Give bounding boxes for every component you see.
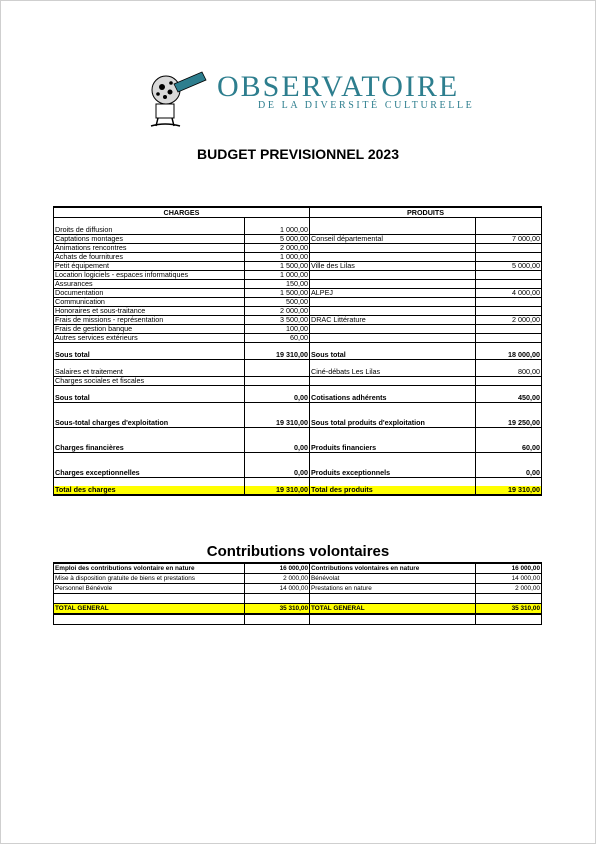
charge-label	[54, 218, 245, 227]
charge-label: Droits de diffusion	[54, 226, 245, 235]
charge-label: Mise à disposition gratuite de biens et prestations	[54, 574, 245, 584]
produit-amount	[476, 298, 542, 307]
charge-label	[54, 436, 245, 444]
charge-amount: 1 000,00	[245, 271, 310, 280]
produit-amount: 19 310,00	[476, 486, 542, 495]
table-row	[54, 262, 542, 271]
charge-label	[54, 453, 245, 462]
charge-label: Salaires et traitement	[54, 368, 245, 377]
produit-amount	[476, 453, 542, 462]
charge-amount: 1 000,00	[245, 253, 310, 262]
charges-header: CHARGES	[54, 207, 310, 218]
table-row	[54, 584, 542, 594]
produit-amount	[476, 226, 542, 235]
charge-label: Documentation	[54, 289, 245, 298]
table-row	[54, 419, 542, 428]
produit-amount	[476, 411, 542, 419]
charge-amount: 3 500,00	[245, 316, 310, 325]
table-row	[54, 334, 542, 343]
produit-amount: 450,00	[476, 394, 542, 403]
table-row	[54, 253, 542, 262]
charge-label: Animations rencontres	[54, 244, 245, 253]
charge-label	[54, 461, 245, 469]
charge-label: Honoraires et sous-traitance	[54, 307, 245, 316]
produit-label	[310, 411, 476, 419]
charge-label: Charges financières	[54, 444, 245, 453]
produit-amount: 60,00	[476, 444, 542, 453]
charge-amount: 19 310,00	[245, 419, 310, 428]
produit-label	[310, 253, 476, 262]
charge-amount	[245, 478, 310, 487]
produit-amount	[476, 325, 542, 334]
charge-label: Total des charges	[54, 486, 245, 495]
table-row	[54, 235, 542, 244]
charge-amount: 2 000,00	[245, 574, 310, 584]
table-row	[54, 343, 542, 352]
charge-amount: 19 310,00	[245, 486, 310, 495]
charge-amount: 16 000,00	[245, 563, 310, 574]
produit-label	[310, 614, 476, 625]
produit-amount: 14 000,00	[476, 574, 542, 584]
charge-amount	[245, 614, 310, 625]
charge-amount: 1 500,00	[245, 289, 310, 298]
table-row	[54, 368, 542, 377]
produit-label: Ciné-débats Les Lilas	[310, 368, 476, 377]
contributions-body	[54, 563, 542, 625]
table-row	[54, 469, 542, 478]
charge-label	[54, 386, 245, 395]
charge-amount	[245, 218, 310, 227]
produit-label	[310, 226, 476, 235]
charge-amount: 2 000,00	[245, 307, 310, 316]
charge-label: Sous total	[54, 351, 245, 360]
table-row	[54, 594, 542, 604]
produit-label	[310, 343, 476, 352]
produit-label: Conseil départemental	[310, 235, 476, 244]
charge-amount	[245, 368, 310, 377]
charge-label: Petit équipement	[54, 262, 245, 271]
table-row	[54, 478, 542, 487]
produit-amount: 7 000,00	[476, 235, 542, 244]
produit-amount: 2 000,00	[476, 584, 542, 594]
page-title: BUDGET PREVISIONNEL 2023	[196, 146, 400, 162]
produit-amount: 5 000,00	[476, 262, 542, 271]
table-row	[54, 280, 542, 289]
produit-amount: 16 000,00	[476, 563, 542, 574]
charge-amount: 60,00	[245, 334, 310, 343]
produit-amount: 4 000,00	[476, 289, 542, 298]
produit-label: Sous total	[310, 351, 476, 360]
produit-label: Total des produits	[310, 486, 476, 495]
table-row	[54, 386, 542, 395]
produit-label	[310, 307, 476, 316]
produit-label	[310, 478, 476, 487]
charge-label: Charges exceptionnelles	[54, 469, 245, 478]
produit-amount	[476, 307, 542, 316]
produit-label: Contributions volontaires en nature	[310, 563, 476, 574]
charge-amount	[245, 594, 310, 604]
charge-amount	[245, 453, 310, 462]
charge-amount	[245, 377, 310, 386]
produit-label: Bénévolat	[310, 574, 476, 584]
produit-amount	[476, 253, 542, 262]
produit-label: Cotisations adhérents	[310, 394, 476, 403]
produit-label: DRAC Littérature	[310, 316, 476, 325]
budget-table	[53, 206, 542, 496]
table-row	[54, 486, 542, 495]
charge-label: Achats de fournitures	[54, 253, 245, 262]
table-row	[54, 307, 542, 316]
logo-subtitle: DE LA DIVERSITÉ CULTURELLE	[258, 100, 475, 111]
produit-amount	[476, 360, 542, 369]
table-row	[54, 403, 542, 412]
produit-label	[310, 334, 476, 343]
charge-amount: 0,00	[245, 469, 310, 478]
charge-label: Frais de gestion banque	[54, 325, 245, 334]
produit-label: Sous total produits d'exploitation	[310, 419, 476, 428]
produit-amount	[476, 343, 542, 352]
produit-amount	[476, 218, 542, 227]
charge-label: Autres services extérieurs	[54, 334, 245, 343]
charge-amount	[245, 436, 310, 444]
charge-amount: 35 310,00	[245, 604, 310, 615]
charge-label: Emploi des contributions volontaire en nature	[54, 563, 245, 574]
budget-body	[54, 207, 542, 495]
charge-amount: 19 310,00	[245, 351, 310, 360]
produit-amount: 0,00	[476, 469, 542, 478]
charge-amount: 150,00	[245, 280, 310, 289]
table-row	[54, 271, 542, 280]
table-row	[54, 218, 542, 227]
charge-label: TOTAL GENERAL	[54, 604, 245, 615]
produit-label: Produits exceptionnels	[310, 469, 476, 478]
produit-amount: 19 250,00	[476, 419, 542, 428]
table-row	[54, 411, 542, 419]
budget-header-row	[54, 207, 542, 218]
produit-amount: 35 310,00	[476, 604, 542, 615]
produit-amount	[476, 271, 542, 280]
table-row	[54, 563, 542, 574]
table-row	[54, 244, 542, 253]
produit-amount	[476, 280, 542, 289]
produit-amount: 18 000,00	[476, 351, 542, 360]
produit-label	[310, 403, 476, 412]
charge-amount	[245, 343, 310, 352]
table-row	[54, 377, 542, 386]
table-row	[54, 453, 542, 462]
produit-label	[310, 280, 476, 289]
charge-label	[54, 411, 245, 419]
produit-label: Produits financiers	[310, 444, 476, 453]
produit-amount	[476, 403, 542, 412]
charge-amount: 0,00	[245, 394, 310, 403]
table-row	[54, 614, 542, 625]
produit-label: Prestations en nature	[310, 584, 476, 594]
table-row	[54, 316, 542, 325]
charge-label	[54, 428, 245, 437]
produit-amount	[476, 244, 542, 253]
charge-label: Captations montages	[54, 235, 245, 244]
table-row	[54, 574, 542, 584]
table-row	[54, 436, 542, 444]
contributions-table	[53, 562, 542, 625]
table-row	[54, 428, 542, 437]
table-row	[54, 461, 542, 469]
produit-label: ALPEJ	[310, 289, 476, 298]
produit-amount	[476, 614, 542, 625]
charge-label	[54, 403, 245, 412]
charge-label: Personnel Bénévole	[54, 584, 245, 594]
produits-header: PRODUITS	[310, 207, 542, 218]
produit-amount	[476, 594, 542, 604]
charge-label: Frais de missions - représentation	[54, 316, 245, 325]
charge-label: Communication	[54, 298, 245, 307]
produit-label: Ville des Lilas	[310, 262, 476, 271]
charge-label	[54, 360, 245, 369]
charge-label: Assurances	[54, 280, 245, 289]
charge-amount	[245, 386, 310, 395]
produit-label	[310, 386, 476, 395]
logo	[140, 66, 480, 130]
produit-label	[310, 428, 476, 437]
produit-label	[310, 244, 476, 253]
produit-label: TOTAL GENERAL	[310, 604, 476, 615]
table-row	[54, 444, 542, 453]
charge-label	[54, 594, 245, 604]
charge-label: Sous-total charges d'exploitation	[54, 419, 245, 428]
produit-label	[310, 360, 476, 369]
produit-amount	[476, 478, 542, 487]
logo-title: OBSERVATOIRE	[217, 70, 460, 103]
table-row	[54, 604, 542, 615]
produit-label	[310, 453, 476, 462]
charge-amount	[245, 428, 310, 437]
charge-amount	[245, 403, 310, 412]
charge-amount: 2 000,00	[245, 244, 310, 253]
produit-amount	[476, 334, 542, 343]
produit-label	[310, 377, 476, 386]
charge-label	[54, 614, 245, 625]
table-row	[54, 226, 542, 235]
charge-label: Sous total	[54, 394, 245, 403]
charge-amount: 1 000,00	[245, 226, 310, 235]
charge-amount	[245, 360, 310, 369]
produit-label	[310, 325, 476, 334]
charge-label: Location logiciels - espaces informatiques	[54, 271, 245, 280]
produit-amount	[476, 386, 542, 395]
charge-amount	[245, 411, 310, 419]
produit-amount	[476, 428, 542, 437]
produit-label	[310, 594, 476, 604]
produit-label	[310, 461, 476, 469]
charge-amount: 500,00	[245, 298, 310, 307]
produit-amount: 2 000,00	[476, 316, 542, 325]
charge-amount: 0,00	[245, 444, 310, 453]
produit-label	[310, 218, 476, 227]
produit-amount: 800,00	[476, 368, 542, 377]
charge-amount: 1 500,00	[245, 262, 310, 271]
charge-label	[54, 343, 245, 352]
charge-label: Charges sociales et fiscales	[54, 377, 245, 386]
charge-amount: 14 000,00	[245, 584, 310, 594]
table-row	[54, 298, 542, 307]
table-row	[54, 394, 542, 403]
table-row	[54, 351, 542, 360]
contributions-title: Contributions volontaires	[206, 543, 390, 560]
produit-amount	[476, 377, 542, 386]
charge-label	[54, 478, 245, 487]
produit-label	[310, 271, 476, 280]
produit-label	[310, 436, 476, 444]
produit-amount	[476, 461, 542, 469]
table-row	[54, 325, 542, 334]
astronomer-telescope-icon	[140, 66, 212, 130]
table-row	[54, 289, 542, 298]
charge-amount: 100,00	[245, 325, 310, 334]
charge-amount	[245, 461, 310, 469]
produit-amount	[476, 436, 542, 444]
table-row	[54, 360, 542, 369]
charge-amount: 5 000,00	[245, 235, 310, 244]
produit-label	[310, 298, 476, 307]
